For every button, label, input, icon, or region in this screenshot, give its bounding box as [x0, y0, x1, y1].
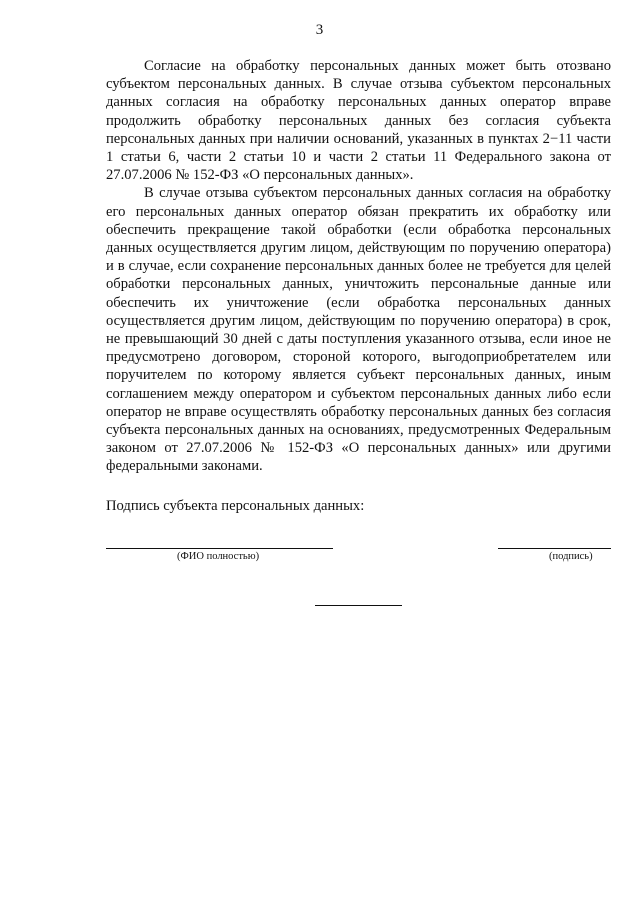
paragraph-consent-withdrawal: Согласие на обработку персональных данных может быть отозвано субъектом персональных данных. В случае отзыва субъектом персональных данных согласия на обработку персональных данных оператор вправе продолжить обработку персональных данных без согласия субъекта персональных данных при наличии оснований, указанных в пунктах 2−11 части 1 статьи 6, части 2 статьи 10 и части 2 статьи 11 Федерального закона от 27.07.2006 № 152-ФЗ «О персональных данных».	[106, 58, 611, 184]
fio-label: (ФИО полностью)	[177, 551, 260, 562]
page-number: 3	[315, 22, 324, 38]
signature-caption: Подпись субъекта персональных данных:	[106, 498, 365, 514]
signature-line	[498, 548, 611, 549]
fio-signature-line	[106, 548, 333, 549]
document-body	[106, 57, 611, 476]
end-of-document-line	[315, 605, 402, 606]
paragraph-operator-obligations: В случае отзыва субъектом персональных данных согласия на обработку его персональных данных оператор обязан прекратить их обработку или обеспечить прекращение такой обработки (если обработка персональных данных осуществляется другим лицом, действующим по поручению оператора) и в случае, если сохранение персональных данных более не требуется для целей обработки персональных данных, уничтожить персональные данные или обеспечить их уничтожение (если обработка персональных данных осуществляется другим лицом, действующим по поручению оператора) в срок, не превышающий 30 дней с даты поступления указанного отзыва, если иное не предусмотрено договором, стороной которого, выгодоприобретателем или поручителем по которому является субъект персональных данных, иным соглашением между оператором и субъектом персональных данных либо если оператор не вправе осуществлять обработку персональных данных без согласия субъекта персональных данных на основаниях, предусмотренных Федеральным законом от 27.07.2006 № 152-ФЗ «О персональных данных» или другими федеральными законами.	[106, 185, 611, 475]
signature-label: (подпись)	[549, 551, 593, 562]
